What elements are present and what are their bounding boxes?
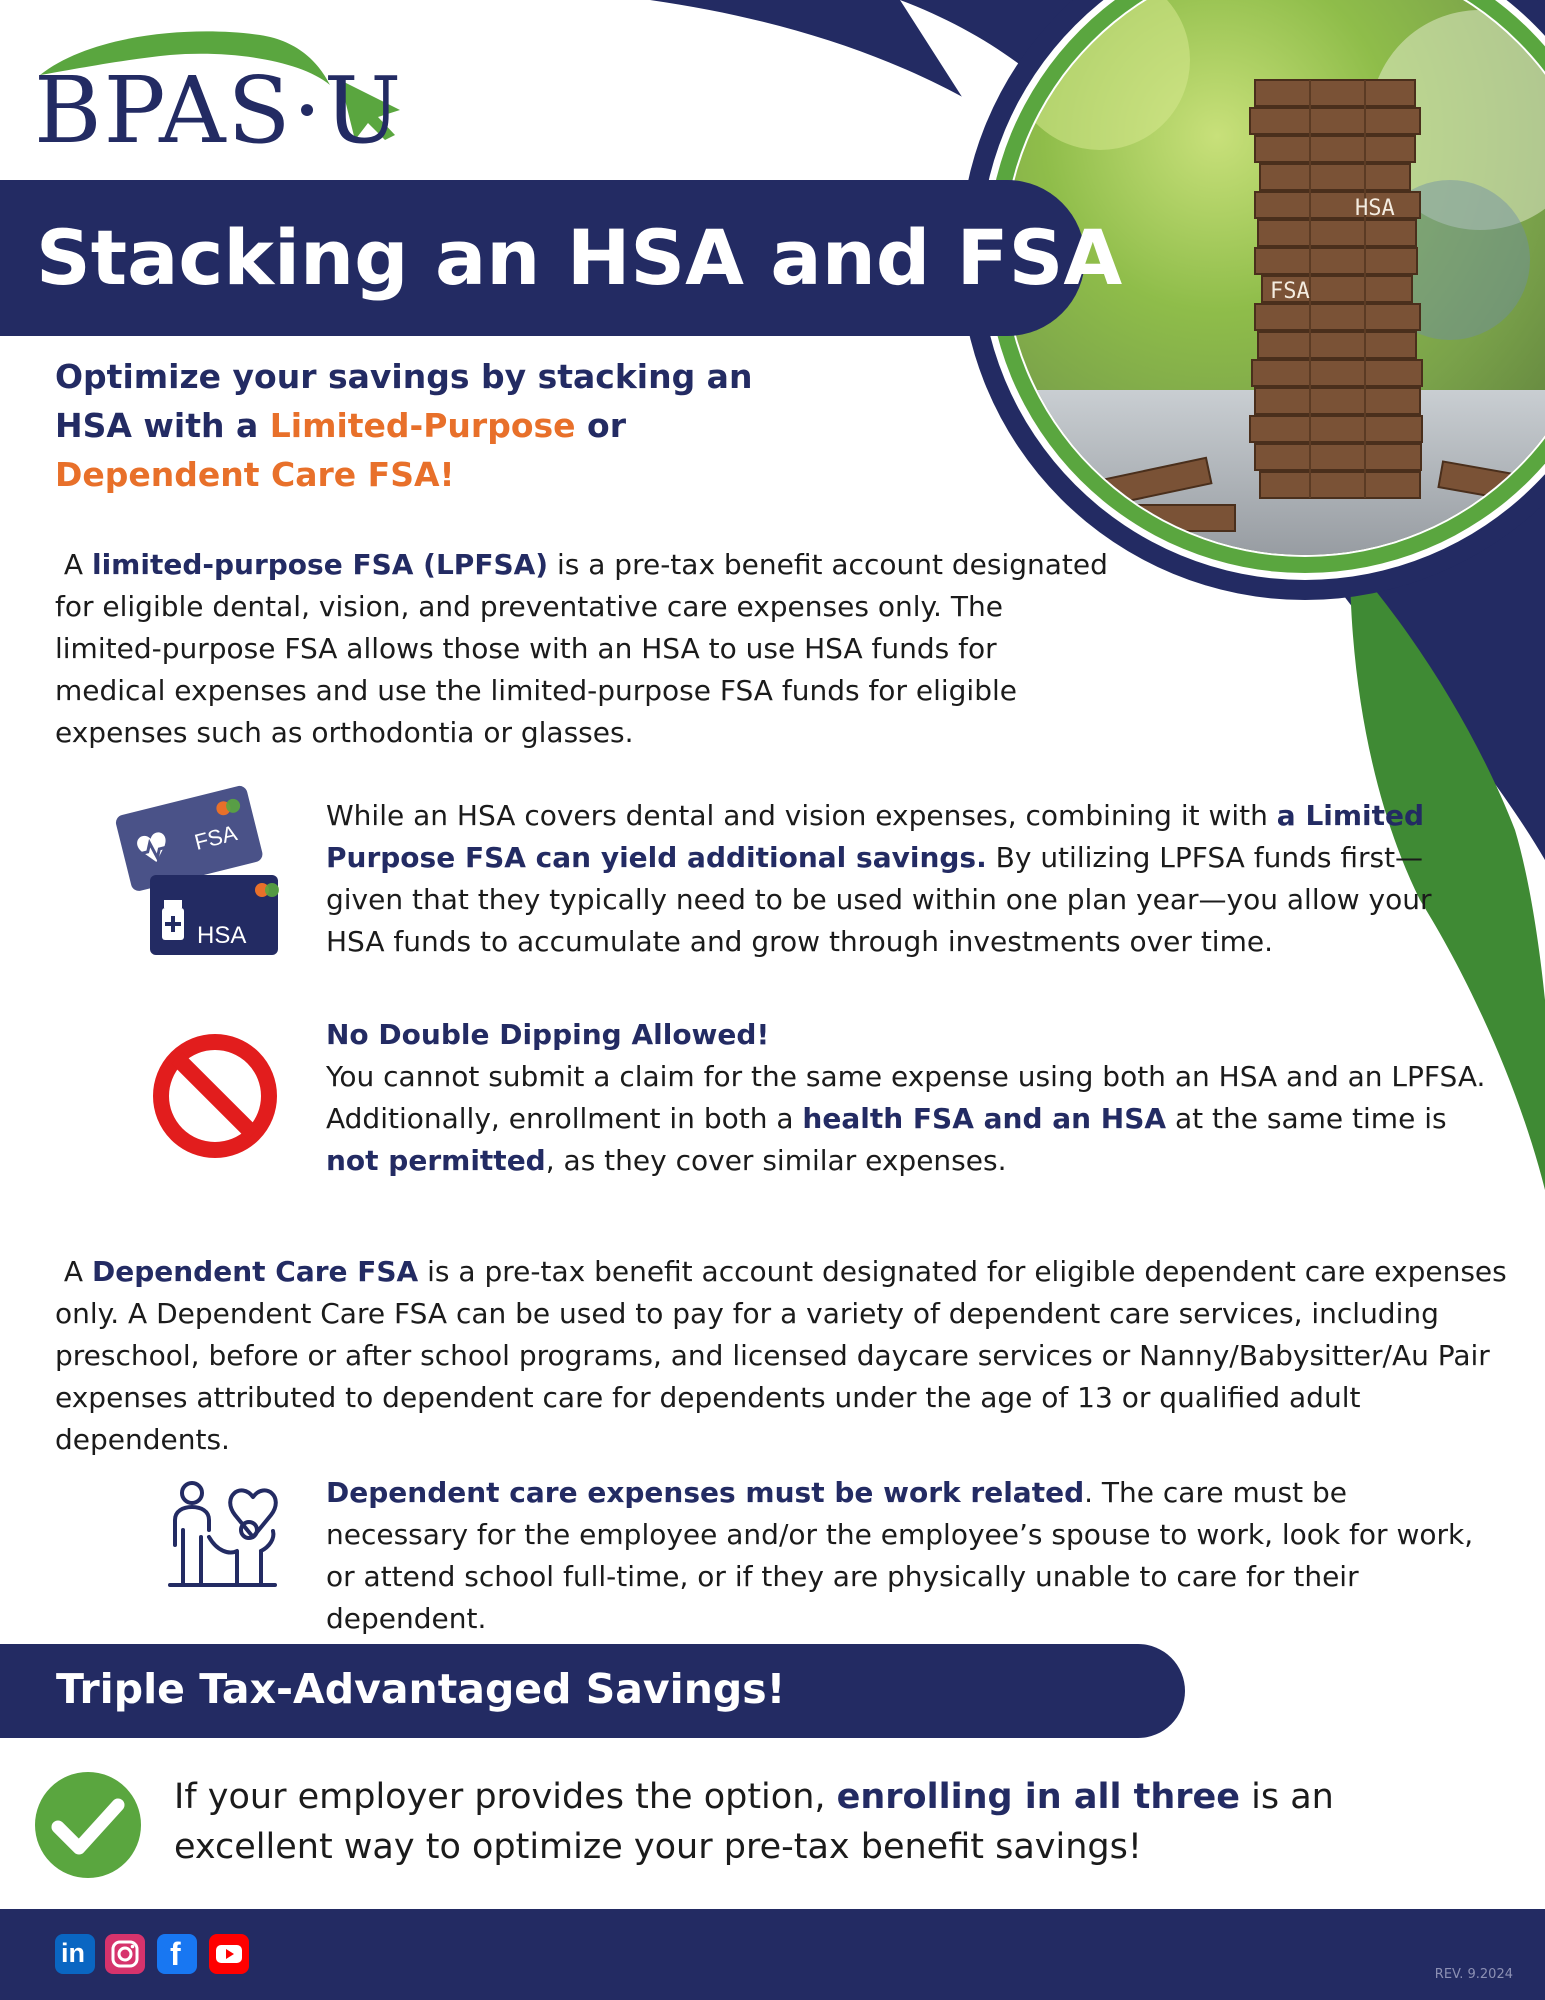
combine-bold: a Limited Purpose FSA can yield additional savings.: [326, 799, 1425, 874]
lpfsa-term: limited-purpose FSA (LPFSA): [91, 548, 549, 581]
dcfsa-rest: is a pre-tax benefit account designated for eligible dependent care expenses only. A Dependent Care FSA can be used to pay for a variety of dependent care services, including preschool, before or after school programs, and licensed daycare services or Nanny/Babysitter/Au Pair expenses attributed to dependent care for dependents under the age of 13 or qualified adult dependents.: [55, 1255, 1507, 1456]
checkmark-icon: [34, 1771, 142, 1879]
photo-hsa-tag: HSA: [1355, 196, 1395, 221]
double-dipping-part3: , as they cover similar expenses.: [545, 1144, 1007, 1177]
intro-or: or: [575, 406, 626, 445]
intro-dcfsa: Dependent Care FSA!: [55, 455, 455, 494]
double-dipping-bold1: health FSA and an HSA: [802, 1102, 1167, 1135]
fsa-card-label: FSA: [191, 820, 240, 855]
double-dipping-part2: at the same time is: [1166, 1102, 1447, 1135]
linkedin-glyph: in: [61, 1938, 85, 1968]
dcfsa-term: Dependent Care FSA: [91, 1255, 419, 1288]
triple-tax-heading: Triple Tax-Advantaged Savings!: [56, 1665, 786, 1713]
bpas-u-logo: [30, 25, 450, 175]
fsa-hsa-cards-icon: [112, 780, 287, 960]
family-care-icon: [165, 1475, 280, 1590]
facebook-glyph: f: [170, 1936, 181, 1972]
combine-paragraph: [326, 795, 1496, 963]
triple-part2: is an excellent way to optimize your pre-tax benefit savings!: [174, 1777, 1334, 1867]
lpfsa-paragraph: [55, 544, 1115, 754]
double-dipping-section: [326, 1014, 1496, 1182]
triple-part1: If your employer provides the option,: [174, 1777, 837, 1817]
facebook-icon[interactable]: [157, 1934, 197, 1974]
double-dipping-heading: No Double Dipping Allowed!: [326, 1018, 770, 1051]
prohibited-icon: [152, 1033, 278, 1159]
triple-tax-banner: [0, 1644, 1185, 1738]
work-related-bold: Dependent care expenses must be work related: [326, 1476, 1085, 1509]
youtube-play-glyph: [209, 1934, 249, 1974]
double-dipping-part1: You cannot submit a claim for the same expense using both an HSA and an LPFSA. Additionally, enrollment in both a: [326, 1060, 1486, 1135]
triple-tax-text: [174, 1772, 1374, 1872]
triple-bold: enrolling in all three: [836, 1777, 1241, 1817]
intro-lpfsa: Limited-Purpose: [269, 406, 576, 445]
work-related-paragraph: [326, 1472, 1496, 1640]
instagram-glyph: [105, 1934, 145, 1974]
logo-text: BPAS·U: [34, 57, 404, 164]
work-related-rest: . The care must be necessary for the employee and/or the employee’s spouse to work, look for work, or attend school full-time, or if they are physically unable to care for their dependent.: [326, 1476, 1474, 1635]
title-banner: [0, 180, 1123, 336]
youtube-icon[interactable]: [209, 1934, 249, 1974]
intro-part1: Optimize your savings by stacking an HSA with a: [55, 357, 753, 445]
hsa-card-label: HSA: [197, 922, 247, 949]
double-dipping-bold2: not permitted: [326, 1144, 546, 1177]
combine-part2: By utilizing LPFSA funds first—given that they typically need to be used within one plan year—you allow your HSA funds to accumulate and grow through investments over time.: [326, 841, 1432, 958]
photo-fsa-tag: FSA: [1270, 279, 1310, 304]
page-title: Stacking an HSA and FSA: [36, 213, 1123, 302]
dcfsa-paragraph: [55, 1251, 1515, 1461]
lpfsa-lead: A: [63, 548, 92, 581]
linkedin-icon[interactable]: [55, 1934, 95, 1974]
combine-part1: While an HSA covers dental and vision expenses, combining it with: [326, 799, 1277, 832]
instagram-icon[interactable]: [105, 1934, 145, 1974]
revision-label: REV. 9.2024: [1434, 1967, 1513, 1982]
intro-heading: [55, 352, 775, 499]
dcfsa-lead: A: [63, 1255, 92, 1288]
lpfsa-rest: is a pre-tax benefit account designated for eligible dental, vision, and preventative care expenses only. The limited-purpose FSA allows those with an HSA to use HSA funds for medical expenses and use the limited-purpose FSA funds for eligible expenses such as orthodontia or glasses.: [55, 548, 1108, 749]
footer-bar: [0, 1909, 1545, 2000]
